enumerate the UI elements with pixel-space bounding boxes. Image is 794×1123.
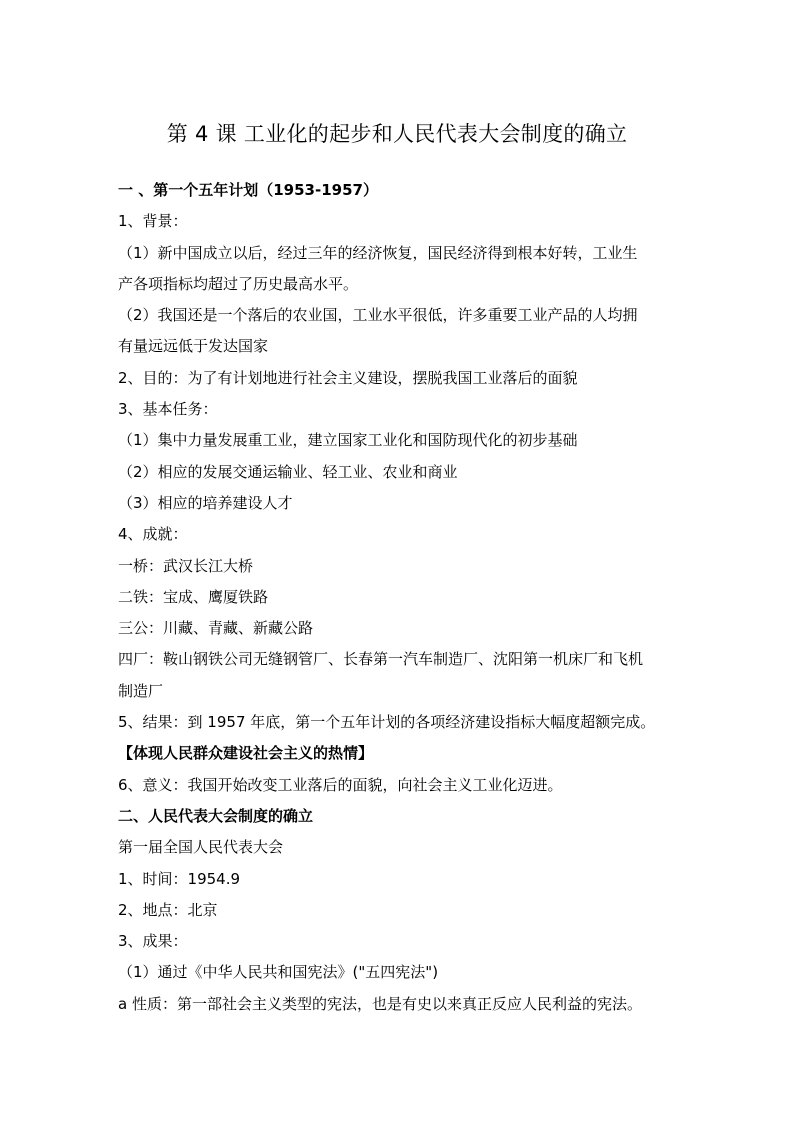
paragraph-line: 二铁：宝成、鹰厦铁路 <box>118 587 269 606</box>
paragraph-line: 产各项指标均超过了历史最高水平。 <box>118 274 359 293</box>
paragraph-line: 4、成就： <box>118 525 188 544</box>
paragraph-line: 四厂：鞍山钢铁公司无缝钢管厂、长春第一汽车制造厂、沈阳第一机床厂和飞机 <box>118 650 644 669</box>
paragraph-line: 3、基本任务： <box>118 400 218 419</box>
paragraph-line: 有量远远低于发达国家 <box>118 337 269 356</box>
paragraph-line: （2）相应的发展交通运输业、轻工业、农业和商业 <box>118 462 458 481</box>
paragraph-line: 三公：川藏、青藏、新藏公路 <box>118 619 314 638</box>
paragraph-line: 5、结果：到 1957 年底，第一个五年计划的各项经济建设指标大幅度超额完成。 <box>118 713 656 732</box>
paragraph-line: 制造厂 <box>118 681 164 700</box>
paragraph-line: 6、意义：我国开始改变工业落后的面貌，向社会主义工业化迈进。 <box>118 775 563 794</box>
page-title: 第 4 课 工业化的起步和人民代表大会制度的确立 <box>166 122 628 146</box>
section-heading: 一 、第一个五年计划（1953-1957） <box>118 181 378 199</box>
paragraph-line: 1、时间：1954.9 <box>118 869 241 888</box>
section-heading: 【体现人民群众建设社会主义的热情】 <box>118 744 374 763</box>
paragraph-line: 2、目的：为了有计划地进行社会主义建设，摆脱我国工业落后的面貌 <box>118 368 578 387</box>
paragraph-line: 第一届全国人民代表大会 <box>118 838 284 857</box>
paragraph-line: 1、背景： <box>118 212 188 231</box>
paragraph-line: （1）集中力量发展重工业，建立国家工业化和国防现代化的初步基础 <box>118 431 578 450</box>
document-body <box>118 175 683 1020</box>
paragraph-line: （3）相应的培养建设人才 <box>118 493 293 512</box>
paragraph-line: 2、地点：北京 <box>118 900 218 919</box>
paragraph-line: （1）通过《中华人民共和国宪法》("五四宪法") <box>118 963 439 982</box>
section-heading: 二、人民代表大会制度的确立 <box>118 806 314 825</box>
paragraph-line: 一桥：武汉长江大桥 <box>118 556 254 575</box>
paragraph-line: （2）我国还是一个落后的农业国，工业水平很低，许多重要工业产品的人均拥 <box>118 306 638 325</box>
paragraph-line: 3、成果： <box>118 932 188 951</box>
paragraph-line: （1）新中国成立以后，经过三年的经济恢复，国民经济得到根本好转，工业生 <box>118 243 638 262</box>
paragraph-line: a 性质：第一部社会主义类型的宪法，也是有史以来真正反应人民利益的宪法。 <box>118 994 642 1013</box>
